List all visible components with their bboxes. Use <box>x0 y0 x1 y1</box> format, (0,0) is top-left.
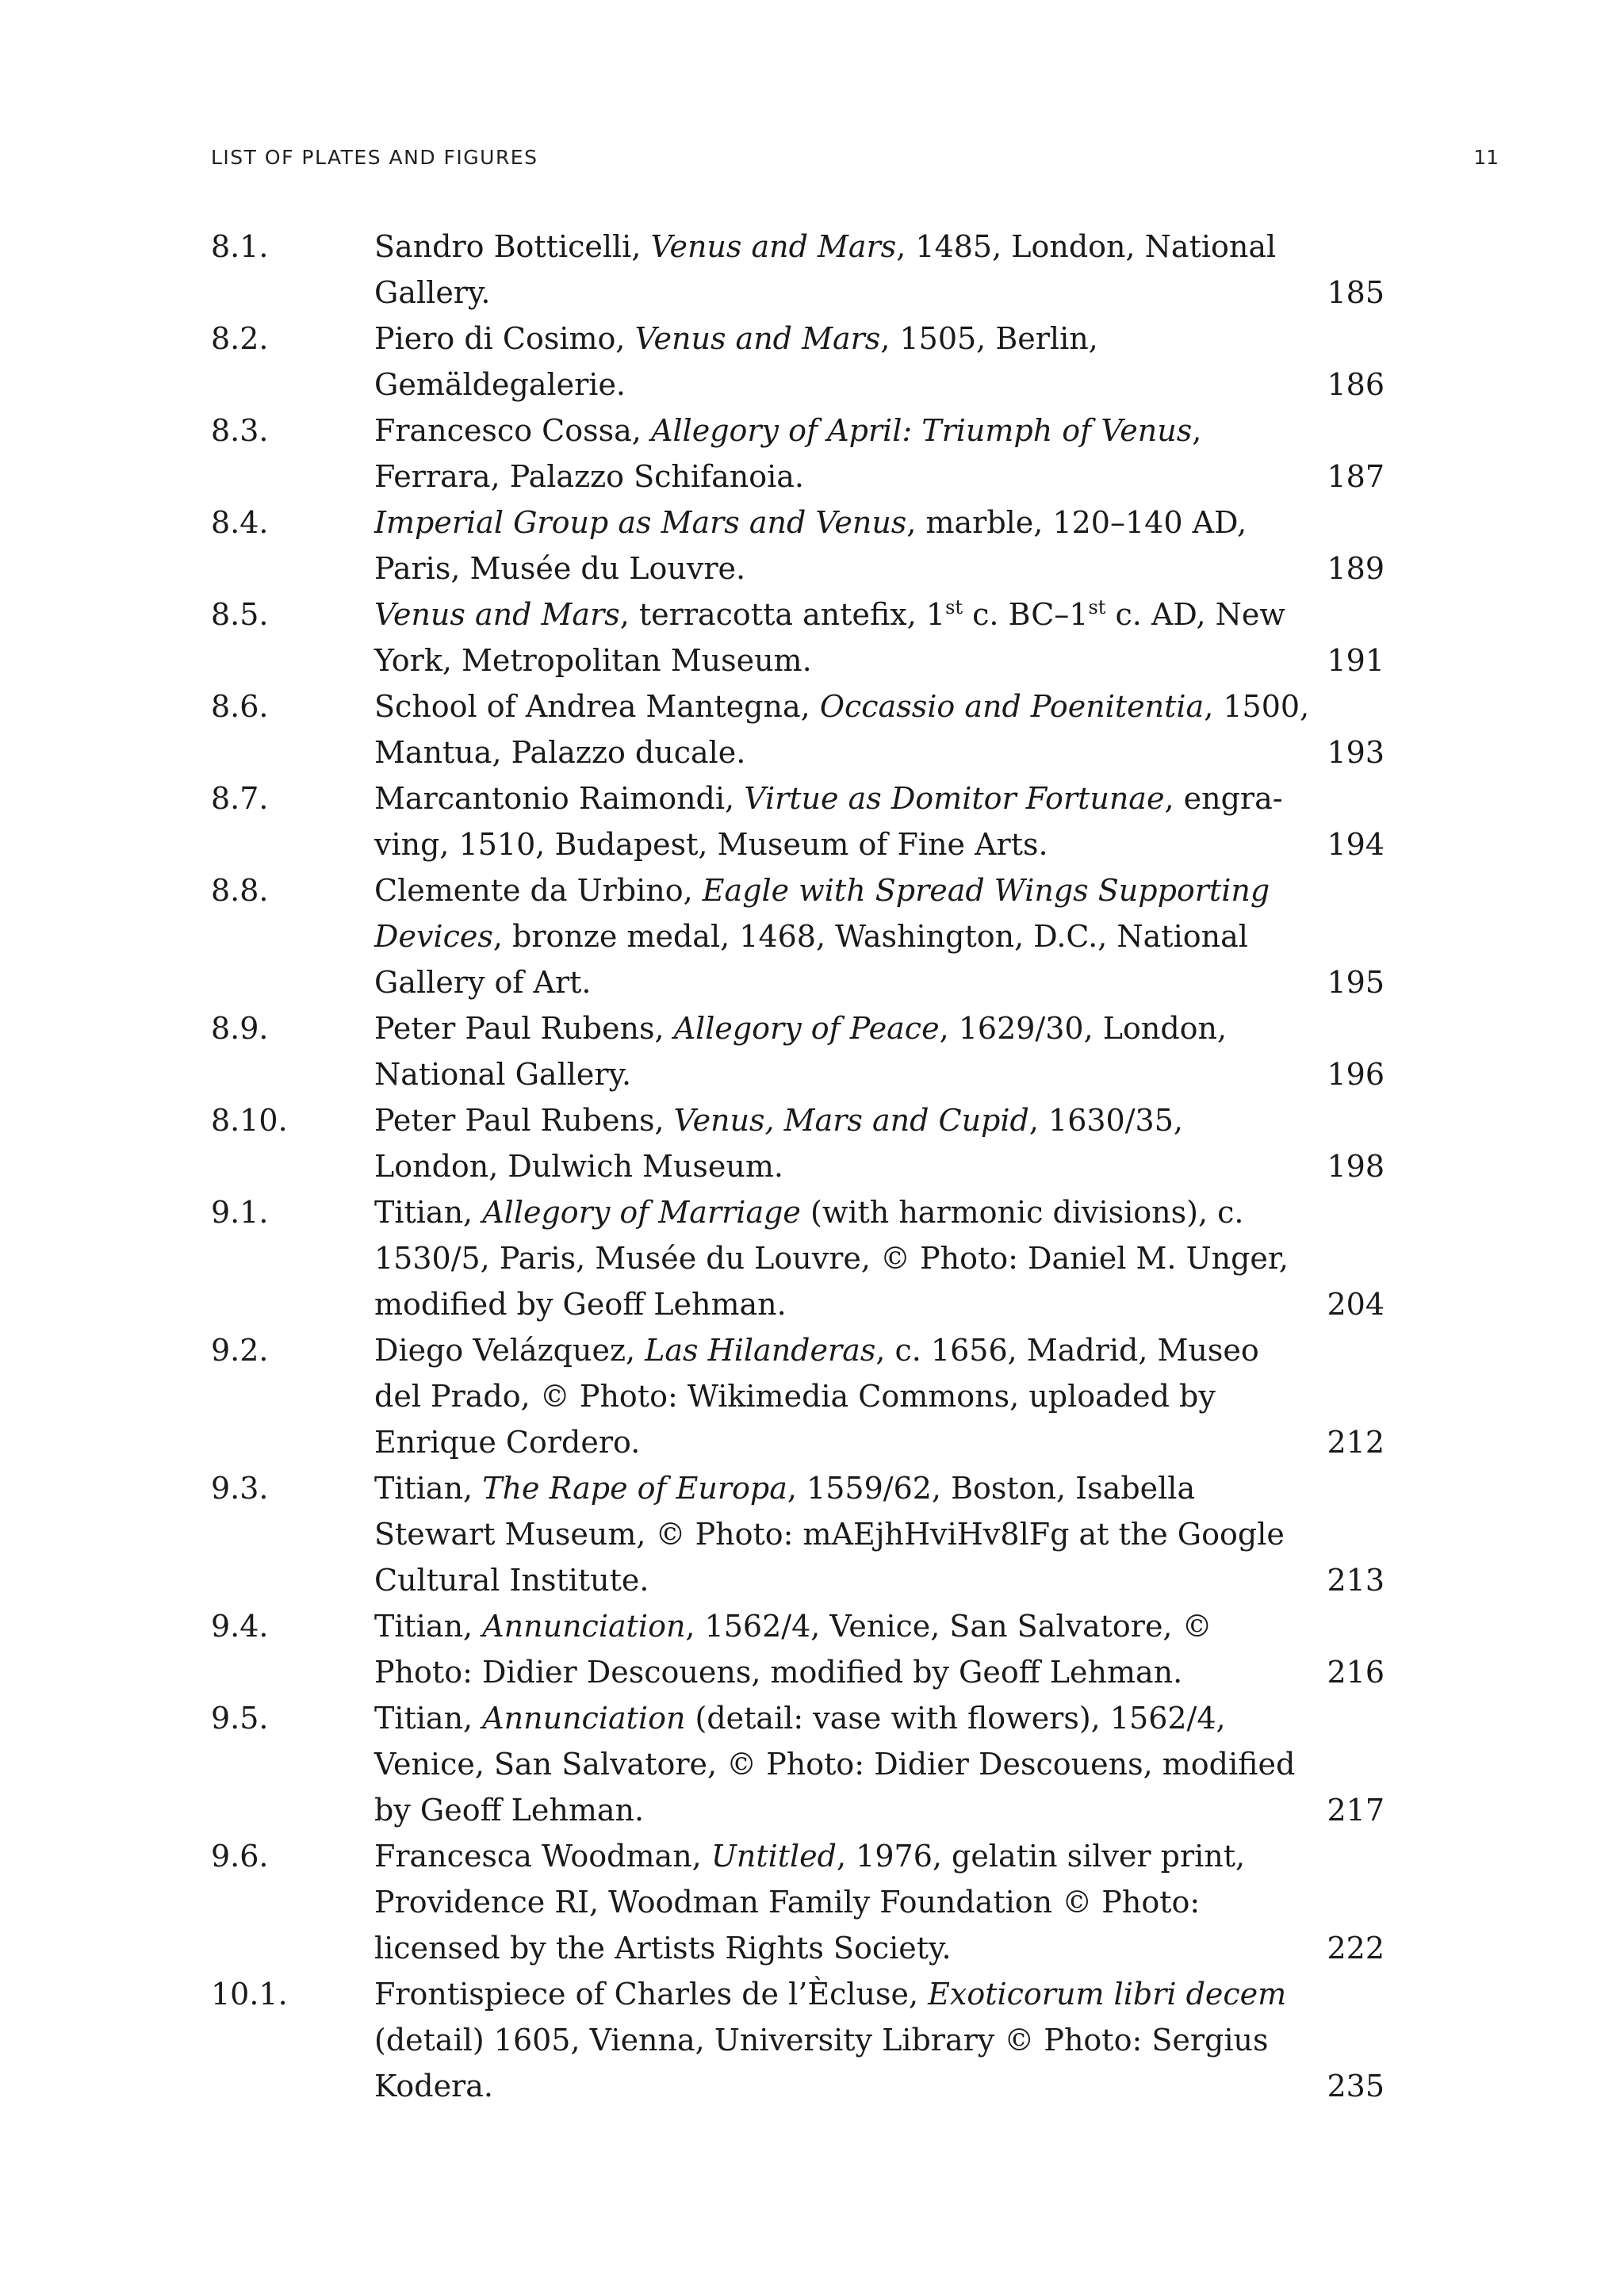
caption-text: , marble, 120–140 AD, Paris, Musée du Louvre. <box>374 505 1247 586</box>
figure-caption <box>374 867 1310 1005</box>
artwork-title: Venus and Mars <box>374 597 620 632</box>
artwork-title: Untitled <box>710 1839 837 1874</box>
list-item <box>211 1695 1385 1833</box>
section-title: LIST OF PLATES AND FIGURES <box>211 146 538 169</box>
page-reference: 186 <box>1327 367 1385 402</box>
superscript-text: st <box>1088 596 1106 618</box>
page-reference: 189 <box>1327 551 1385 586</box>
caption-text: , 1976, gelatin silver print, Providence RI, Woodman Family Foundation © Photo: licensed by the Artists Rights Society. <box>374 1839 1246 1966</box>
page-reference: 195 <box>1327 965 1385 1000</box>
page-reference: 212 <box>1327 1425 1385 1460</box>
page-reference: 235 <box>1327 2069 1385 2104</box>
artwork-title: Allegory of April: Triumph of Venus <box>650 413 1193 448</box>
artwork-title: Imperial Group as Mars and Venus <box>374 505 907 540</box>
list-item <box>211 1189 1385 1327</box>
figure-number: 8.3. <box>211 413 269 448</box>
figure-number: 8.4. <box>211 505 269 540</box>
caption-text: , bronze medal, 1468, Washington, D.C., National Gallery of Art. <box>374 919 1248 1000</box>
list-item <box>211 500 1385 591</box>
caption-text: c. AD, New York, Metropolitan Museum. <box>374 597 1285 678</box>
caption-text: c. BC–1 <box>963 597 1089 632</box>
page-reference: 191 <box>1327 643 1385 678</box>
figure-number: 8.6. <box>211 689 269 724</box>
artwork-title: Virtue as Domitor Fortunae <box>744 781 1165 816</box>
figure-number: 8.9. <box>211 1011 269 1046</box>
caption-text: Titian, <box>374 1701 483 1736</box>
list-item <box>211 1833 1385 1971</box>
list-item <box>211 867 1385 1005</box>
figure-number: 8.7. <box>211 781 269 816</box>
list-item <box>211 1005 1385 1097</box>
caption-text: (detail: vase with flowers), 1562/4, Venice, San Salvatore, © Photo: Didier Descouens, modified by Geoff Lehman. <box>374 1701 1296 1828</box>
caption-text: , 1629/30, London, National Gallery. <box>374 1011 1228 1092</box>
figure-caption <box>374 1097 1310 1189</box>
caption-text: , 1485, London, National Gallery. <box>374 229 1277 310</box>
page-reference: 222 <box>1327 1931 1385 1966</box>
caption-text: Francesco Cossa, <box>374 413 651 448</box>
figure-number: 8.8. <box>211 873 269 908</box>
caption-text: Peter Paul Rubens, <box>374 1011 674 1046</box>
figure-caption <box>374 775 1310 867</box>
figure-number: 9.4. <box>211 1609 269 1644</box>
figure-number: 10.1. <box>211 1977 288 2012</box>
figure-number: 8.5. <box>211 597 269 632</box>
page-reference: 198 <box>1327 1149 1385 1184</box>
list-item <box>211 224 1385 316</box>
caption-text: , engraving, 1510, Budapest, Museum of Fine Arts. <box>374 781 1283 862</box>
artwork-title: Venus and Mars <box>650 229 897 264</box>
artwork-title: The Rape of Europa <box>482 1471 787 1506</box>
page-reference: 204 <box>1327 1287 1385 1322</box>
figure-caption <box>374 1465 1310 1603</box>
figure-number: 9.1. <box>211 1195 269 1230</box>
artwork-title: Venus, Mars and Cupid <box>673 1103 1029 1138</box>
caption-text: Clemente da Urbino, <box>374 873 703 908</box>
caption-text: (detail) 1605, Vienna, University Library © Photo: Sergius Kodera. <box>374 2023 1269 2104</box>
caption-text: School of Andrea Mantegna, <box>374 689 820 724</box>
caption-text: , 1559/62, Boston, Isabella Stewart Museum, © Photo: mAEjhHviHv8lFg at the Google Cultural Institute. <box>374 1471 1285 1598</box>
figure-caption <box>374 500 1310 591</box>
caption-text: , 1505, Berlin, Gemäldegalerie. <box>374 321 1098 402</box>
figure-number: 9.6. <box>211 1839 269 1874</box>
caption-text: Peter Paul Rubens, <box>374 1103 674 1138</box>
figure-caption <box>374 1603 1310 1695</box>
figure-caption <box>374 316 1310 408</box>
list-item <box>211 1465 1385 1603</box>
list-item <box>211 1097 1385 1189</box>
caption-text: , terracotta antefix, 1 <box>619 597 946 632</box>
caption-text: Marcantonio Raimondi, <box>374 781 745 816</box>
page-number: 11 <box>1473 146 1499 169</box>
artwork-title: Annunciation <box>482 1609 686 1644</box>
figure-caption <box>374 1189 1310 1327</box>
page-reference: 185 <box>1327 275 1385 310</box>
figure-caption <box>374 683 1310 775</box>
caption-text: , c. 1656, Madrid, Museo del Prado, © Photo: Wikimedia Commons, uploaded by Enrique Cordero. <box>374 1333 1259 1460</box>
list-item <box>211 1603 1385 1695</box>
page-reference: 216 <box>1327 1655 1385 1690</box>
artwork-title: Exoticorum libri decem <box>928 1977 1287 2012</box>
list-item <box>211 316 1385 408</box>
caption-text: Diego Velázquez, <box>374 1333 645 1368</box>
caption-text: Frontispiece of Charles de l’Ècluse, <box>374 1977 929 2012</box>
figure-number: 8.2. <box>211 321 269 356</box>
figure-caption <box>374 1327 1310 1465</box>
page-reference: 196 <box>1327 1057 1385 1092</box>
page-reference: 217 <box>1327 1793 1385 1828</box>
figure-caption <box>374 408 1310 500</box>
artwork-title: Annunciation <box>482 1701 686 1736</box>
figure-caption <box>374 224 1310 316</box>
figure-caption <box>374 591 1310 683</box>
artwork-title: Allegory of Peace <box>673 1011 940 1046</box>
artwork-title: Las Hilanderas <box>645 1333 876 1368</box>
figure-number: 9.3. <box>211 1471 269 1506</box>
figure-number: 8.1. <box>211 229 269 264</box>
figure-number: 8.10. <box>211 1103 288 1138</box>
figure-number: 9.5. <box>211 1701 269 1736</box>
artwork-title: Eagle with Spread Wings Supporting Devices <box>374 873 1270 954</box>
caption-text: Francesca Woodman, <box>374 1839 711 1874</box>
figure-number: 9.2. <box>211 1333 269 1368</box>
figure-caption <box>374 1005 1310 1097</box>
list-item <box>211 775 1385 867</box>
caption-text: Titian, <box>374 1195 483 1230</box>
figure-caption <box>374 1971 1310 2109</box>
superscript-text: st <box>945 596 963 618</box>
caption-text: , 1630/35, London, Dulwich Museum. <box>374 1103 1183 1184</box>
figure-caption <box>374 1833 1310 1971</box>
list-item <box>211 408 1385 500</box>
figure-caption <box>374 1695 1310 1833</box>
plates-list <box>211 224 1385 2109</box>
caption-text: Sandro Botticelli, <box>374 229 651 264</box>
caption-text: Titian, <box>374 1609 483 1644</box>
caption-text: Piero di Cosimo, <box>374 321 635 356</box>
list-item <box>211 591 1385 683</box>
caption-text: , 1500, Mantua, Palazzo ducale. <box>374 689 1310 770</box>
caption-text: Titian, <box>374 1471 483 1506</box>
list-item <box>211 683 1385 775</box>
running-head <box>211 146 1499 169</box>
caption-text: , 1562/4, Venice, San Salvatore, © Photo: Didier Descouens, modified by Geoff Lehman. <box>374 1609 1212 1690</box>
artwork-title: Occassio and Poenitentia <box>819 689 1205 724</box>
page-reference: 193 <box>1327 735 1385 770</box>
page-reference: 187 <box>1327 459 1385 494</box>
artwork-title: Venus and Mars <box>634 321 881 356</box>
caption-text: , Ferrara, Palazzo Schifanoia. <box>374 413 1202 494</box>
caption-text: (with harmonic divisions), c. 1530/5, Paris, Musée du Louvre, © Photo: Daniel M. Unger, modified by Geoff Lehman. <box>374 1195 1289 1322</box>
page-reference: 213 <box>1327 1563 1385 1598</box>
list-item <box>211 1327 1385 1465</box>
list-item <box>211 1971 1385 2109</box>
artwork-title: Allegory of Marriage <box>482 1195 801 1230</box>
page-reference: 194 <box>1327 827 1385 862</box>
